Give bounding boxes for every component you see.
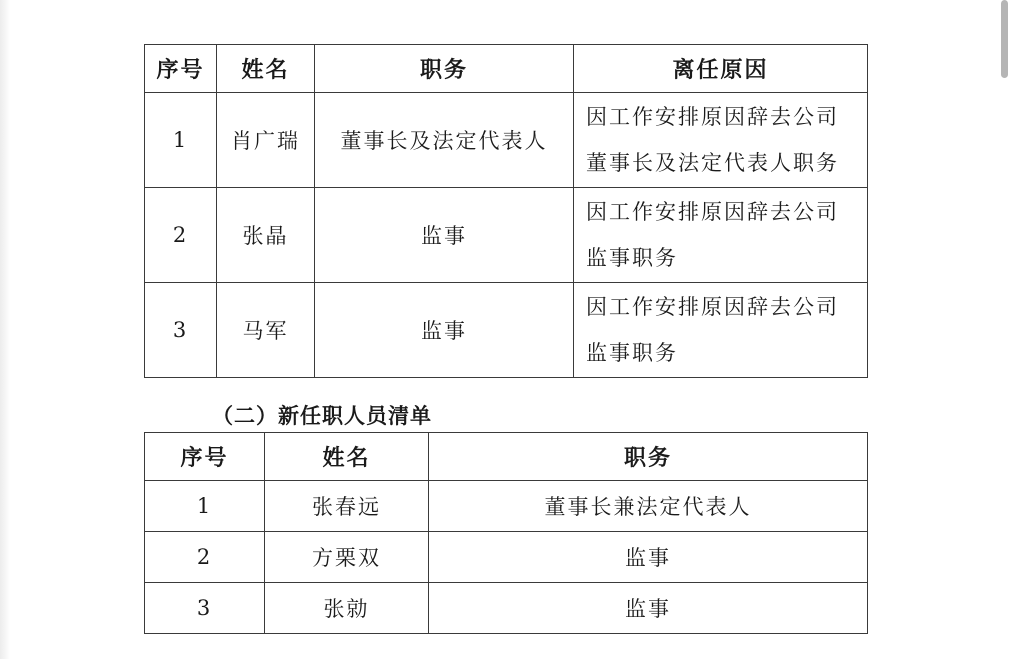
reason-line: 监事职务 [586,341,678,365]
new-personnel-table [144,432,868,634]
cell-no: 1 [145,93,217,188]
cell-position: 董事长兼法定代表人 [429,481,868,532]
cell-no: 3 [145,283,217,378]
cell-name: 马军 [217,283,315,378]
table-row [145,583,868,634]
cell-position: 监事 [429,532,868,583]
reason-line: 监事职务 [586,246,678,270]
header-position: 职务 [429,433,868,481]
cell-no: 2 [145,188,217,283]
table-header-row [145,45,868,93]
header-name: 姓名 [217,45,315,93]
cell-name: 张春远 [265,481,429,532]
cell-position: 监事 [315,283,574,378]
table-row [145,188,868,283]
page-edge-shadow [0,0,10,659]
table-header-row [145,433,868,481]
header-reason: 离任原因 [574,45,868,93]
cell-reason [574,188,868,283]
cell-position: 董事长及法定代表人 [315,93,574,188]
header-no: 序号 [145,45,217,93]
cell-reason [574,283,868,378]
cell-name: 方栗双 [265,532,429,583]
cell-name: 张勍 [265,583,429,634]
header-position: 职务 [315,45,574,93]
cell-name: 肖广瑞 [217,93,315,188]
table-row [145,283,868,378]
reason-line: 董事长及法定代表人职务 [586,151,839,175]
vertical-scrollbar[interactable] [1001,0,1008,78]
cell-no: 1 [145,481,265,532]
cell-reason [574,93,868,188]
header-no: 序号 [145,433,265,481]
cell-position: 监事 [429,583,868,634]
departing-personnel-table [144,44,868,378]
cell-position: 监事 [315,188,574,283]
table-row [145,532,868,583]
header-name: 姓名 [265,433,429,481]
reason-line: 因工作安排原因辞去公司 [586,295,839,319]
cell-no: 3 [145,583,265,634]
cell-name: 张晶 [217,188,315,283]
reason-line: 因工作安排原因辞去公司 [586,105,839,129]
section-title: （二）新任职人员清单 [212,404,432,428]
table-row [145,481,868,532]
cell-no: 2 [145,532,265,583]
table-row [145,93,868,188]
reason-line: 因工作安排原因辞去公司 [586,200,839,224]
